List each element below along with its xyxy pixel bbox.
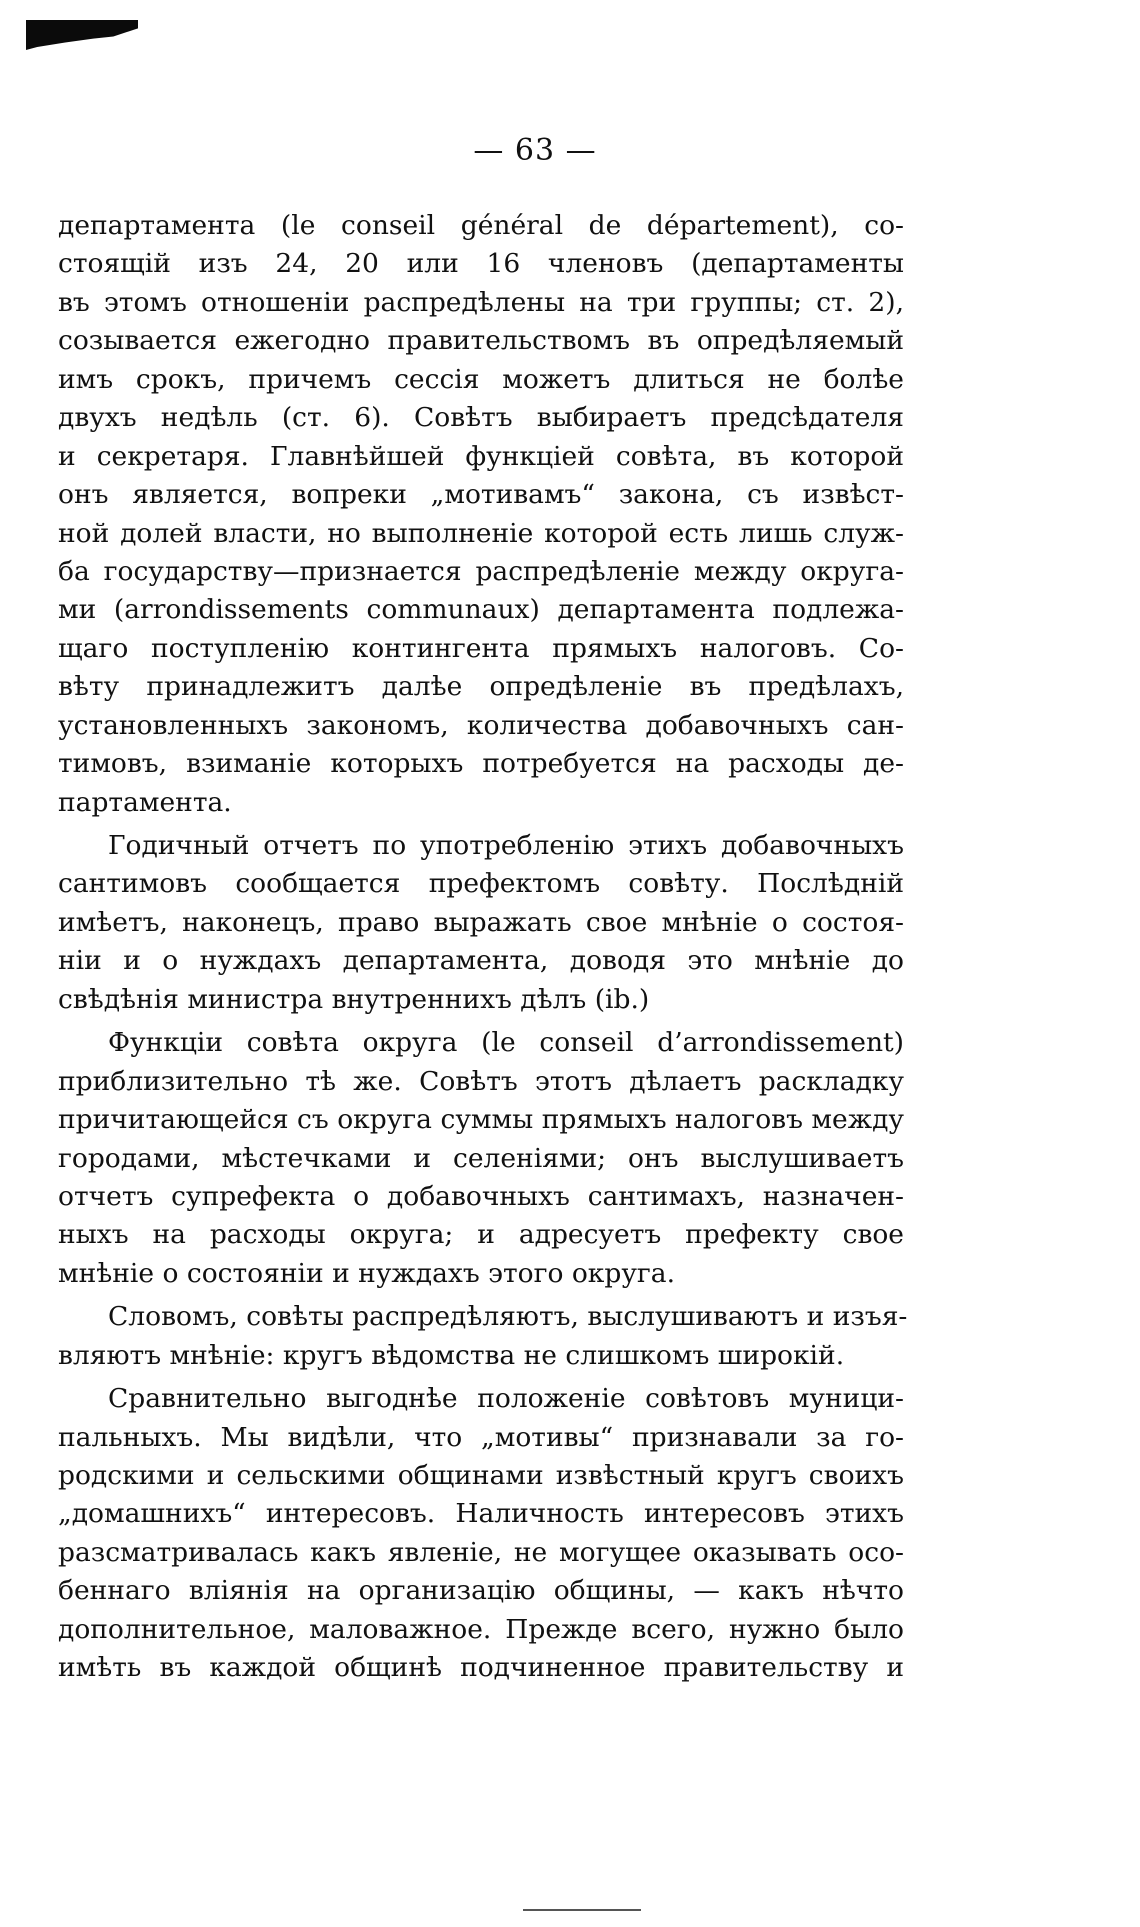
text-line: департамента (le conseil général de département), со-	[58, 210, 904, 241]
text-line: причитающейся съ округа суммы прямыхъ налоговъ между	[58, 1104, 904, 1136]
text-line: установленныхъ закономъ, количества добавочныхъ сан-	[58, 709, 904, 741]
scan-corner-mark	[26, 20, 138, 50]
text-line: щаго поступленію контингента прямыхъ налоговъ. Со-	[58, 632, 904, 664]
text-line: ба государству—признается распредѣленіе между округа-	[58, 555, 904, 587]
text-line: двухъ недѣль (ст. 6). Совѣтъ выбираетъ предсѣдателя	[58, 402, 904, 434]
text-line: отчетъ супрефекта о добавочныхъ сантимахъ, назначен-	[58, 1180, 904, 1212]
paragraph	[58, 827, 904, 1019]
text-line: ніи и о нуждахъ департамента, доводя это мнѣніе до	[58, 945, 904, 977]
text-line: имѣть въ каждой общинѣ подчиненное правительству и	[58, 1652, 904, 1684]
text-line: онъ является, вопреки „мотивамъ“ закона, съ извѣст-	[58, 479, 904, 511]
paragraph	[58, 1024, 904, 1293]
text-line: вѣту принадлежитъ далѣе опредѣленіе въ предѣлахъ,	[58, 671, 904, 703]
text-line: разсматривалась какъ явленіе, не могущее оказывать осо-	[58, 1536, 904, 1568]
text-line: Словомъ, совѣты распредѣляютъ, выслушиваютъ и изъя-	[108, 1301, 908, 1333]
text-line: Функціи совѣта округа (le conseil d’arrondissement)	[108, 1027, 904, 1059]
page-text-body	[58, 207, 908, 1693]
text-line: пальныхъ. Мы видѣли, что „мотивы“ признавали за го-	[58, 1421, 904, 1453]
bottom-rule	[523, 1909, 641, 1911]
text-line: Годичный отчетъ по употребленію этихъ добавочныхъ	[108, 830, 904, 861]
page-number: — 63 —	[473, 133, 597, 168]
text-line: созывается ежегодно правительствомъ въ опредѣляемый	[58, 325, 904, 357]
text-line: стоящій изъ 24, 20 или 16 членовъ (департаменты	[58, 248, 904, 280]
text-line: сантимовъ сообщается префектомъ совѣту. Послѣдній	[58, 868, 904, 900]
text-line: имѣетъ, наконецъ, право выражать свое мнѣніе о состоя-	[58, 906, 904, 938]
text-line: ми (arrondissements communaux) департамента подлежа-	[58, 594, 904, 626]
paragraph	[58, 1380, 904, 1688]
text-line: Сравнительно выгоднѣе положеніе совѣтовъ муници-	[108, 1383, 904, 1415]
text-line: вляютъ мнѣніе: кругъ вѣдомства не слишкомъ широкій.	[58, 1339, 845, 1371]
text-line: въ этомъ отношеніи распредѣлены на три группы; ст. 2),	[58, 286, 904, 318]
text-line: родскими и сельскими общинами извѣстный кругъ своихъ	[58, 1460, 904, 1491]
text-line: „домашнихъ“ интересовъ. Наличность интересовъ этихъ	[58, 1498, 904, 1530]
text-line: городами, мѣстечками и селеніями; онъ выслушиваетъ	[58, 1142, 904, 1174]
text-line: имъ срокъ, причемъ сессія можетъ длиться не болѣе	[58, 363, 904, 395]
paragraph	[58, 207, 904, 822]
text-line: и секретаря. Главнѣйшей функціей совѣта, въ которой	[58, 440, 904, 472]
text-line: беннаго вліянія на организацію общины, — какъ нѣчто	[58, 1575, 904, 1607]
text-line: ной долей власти, но выполненіе которой есть лишь служ-	[58, 517, 904, 549]
text-line: мнѣніе о состояніи и нуждахъ этого округа.	[58, 1257, 676, 1289]
text-line: ныхъ на расходы округа; и адресуетъ префекту свое	[58, 1219, 904, 1251]
text-line: свѣдѣнія министра внутреннихъ дѣлъ (ib.)	[58, 983, 650, 1015]
text-line: дополнительное, маловажное. Прежде всего, нужно было	[58, 1613, 904, 1645]
text-line: тимовъ, взиманіе которыхъ потребуется на расходы де-	[58, 748, 904, 780]
paragraph	[58, 1298, 908, 1375]
text-line: партамента.	[58, 786, 232, 818]
text-line: приблизительно тѣ же. Совѣтъ этотъ дѣлаетъ раскладку	[58, 1065, 904, 1097]
